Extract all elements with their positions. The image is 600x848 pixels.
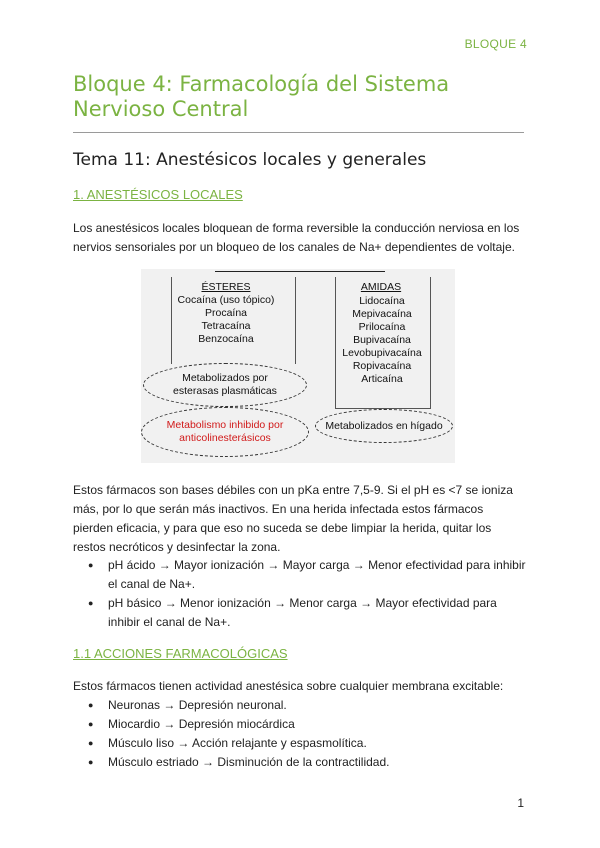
section-heading-acciones-farmacologicas: 1.1 ACCIONES FARMACOLÓGICAS [73, 646, 288, 661]
header-block-tag: BLOQUE 4 [464, 37, 527, 51]
acciones-intro: Estos fármacos tienen actividad anestésica sobre cualquier membrana excitable: [73, 679, 504, 693]
title-divider [73, 132, 524, 133]
amidas-title: AMIDAS [360, 281, 402, 293]
esteres-note-ellipse [141, 407, 309, 457]
ph-bullet-list [88, 556, 526, 632]
esteres-item: Benzocaína [198, 333, 254, 345]
intro-paragraph: Los anestésicos locales bloquean de forma reversible la conducción nerviosa en los nervios sensoriales por un bloqueo de los canales de Na+ dependientes de voltaje. [73, 221, 520, 254]
list-item: ● Músculo estriado → Disminución de la contractilidad. [88, 753, 526, 772]
list-item: ● Neuronas → Depresión neuronal. [88, 696, 526, 715]
amidas-item: Articaína [361, 373, 403, 385]
diagram-top-line [215, 271, 385, 272]
amidas-item: Levobupivacaína [342, 347, 422, 359]
list-item: ● pH ácido → Mayor ionización → Mayor carga → Menor efectividad para inhibir el canal de Na+. [88, 556, 526, 594]
ph-paragraph: Estos fármacos son bases débiles con un pKa entre 7,5-9. Si el pH es <7 se ioniza más, por lo que serán más inactivos. En una herida infectada estos fármacos pierden eficacia, y para que eso no suceda se debe limpiar la herida, quitar los restos necróticos y desinfectar la zona. [73, 483, 513, 554]
section-heading-anestesicos-locales: 1. ANESTÉSICOS LOCALES [73, 187, 243, 202]
esteres-item: Tetracaína [201, 320, 251, 332]
acciones-bullet-list [88, 696, 526, 772]
amidas-item: Mepivacaína [352, 308, 412, 320]
amidas-item: Bupivacaína [353, 334, 411, 346]
amidas-item: Ropivacaína [352, 360, 412, 372]
amidas-list [336, 295, 428, 386]
list-item: ● Miocardio → Depresión miocárdica [88, 715, 526, 734]
esteres-item: Cocaína (uso tópico) [177, 294, 275, 306]
page-number: 1 [517, 796, 524, 810]
esteres-amidas-diagram [141, 269, 455, 463]
esteres-title: ÉSTERES [201, 281, 251, 293]
tema-title: Tema 11: Anestésicos locales y generales [73, 150, 427, 170]
esteres-note-text: Metabolismo inhibido por anticolinesterásicos [166, 419, 284, 444]
document-title: Bloque 4: Farmacología del Sistema Nervioso Central [73, 72, 450, 121]
esteres-metabolism-ellipse [143, 363, 307, 407]
list-item: ● Músculo liso → Acción relajante y espasmolítica. [88, 734, 526, 753]
esteres-list [171, 294, 281, 346]
amidas-item: Prilocaína [358, 321, 406, 333]
amidas-item: Lidocaína [359, 295, 405, 307]
esteres-box-right-edge [295, 277, 296, 364]
amidas-metabolism-text: Metabolizados en hígado [325, 419, 443, 432]
esteres-item: Procaína [204, 307, 248, 319]
list-item: ● pH básico → Menor ionización → Menor carga → Mayor efectividad para inhibir el canal de Na+. [88, 594, 526, 632]
esteres-metabolism-text: Metabolizados por esterasas plasmáticas [173, 372, 277, 397]
amidas-metabolism-ellipse [315, 409, 453, 443]
